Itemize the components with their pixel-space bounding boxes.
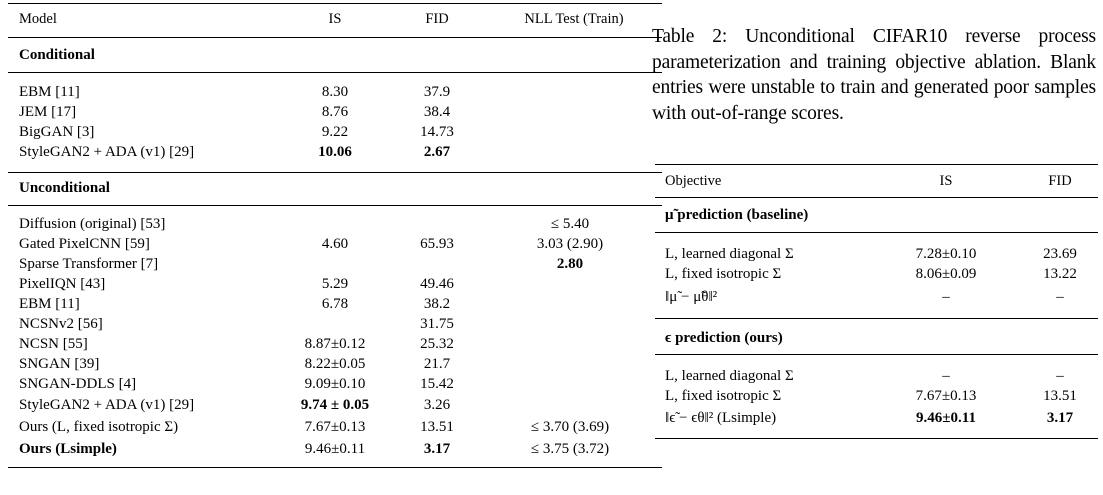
objective-name: ‖ϵ̃ − ϵθ‖² (Lsimple): [665, 410, 777, 426]
fid-value: 49.46: [420, 276, 454, 292]
column-header-model: Model: [19, 11, 57, 27]
is-value: 6.78: [321, 296, 349, 312]
is-value: 10.06: [318, 144, 352, 160]
is-value: 7.67±0.13: [304, 419, 366, 435]
table-bottom-rule: [655, 438, 1098, 439]
model-name: Ours (L, fixed isotropic Σ): [19, 419, 179, 435]
fid-value: 15.42: [420, 376, 454, 392]
is-value: 9.46±0.11: [916, 410, 976, 426]
section-rule: [655, 318, 1098, 319]
model-name: EBM [11]: [19, 84, 80, 100]
column-header-fid: FID: [425, 11, 449, 27]
column-header-nll: NLL Test (Train): [524, 11, 624, 27]
header-rule: [8, 37, 662, 38]
nll-value: ≤ 3.70 (3.69): [530, 419, 610, 435]
section-rule: [8, 72, 662, 73]
is-value: 8.06±0.09: [915, 266, 977, 282]
fid-value: 21.7: [423, 356, 451, 372]
fid-value: 13.51: [420, 419, 454, 435]
column-header-fid: FID: [1048, 173, 1072, 189]
is-value: –: [942, 368, 950, 384]
fid-value: 3.26: [423, 397, 451, 413]
objective-name: L, fixed isotropic Σ: [665, 388, 782, 404]
section-heading-conditional: Conditional: [19, 47, 95, 63]
objective-name: ‖μ̃ − μ̃θ‖²: [665, 289, 718, 305]
fid-value: 13.22: [1043, 266, 1077, 282]
model-name: SNGAN-DDLS [4]: [19, 376, 137, 392]
section-heading-eps-prediction: ϵ prediction (ours): [665, 330, 783, 346]
is-value: 9.09±0.10: [304, 376, 366, 392]
fid-value: –: [1056, 368, 1064, 384]
nll-value: ≤ 5.40: [550, 216, 590, 232]
fid-value: 14.73: [420, 124, 454, 140]
fid-value: –: [1056, 289, 1064, 305]
section-rule: [655, 232, 1098, 233]
fid-value: 38.2: [423, 296, 451, 312]
model-name: StyleGAN2 + ADA (v1) [29]: [19, 397, 195, 413]
is-value: –: [942, 289, 950, 305]
objective-name: L, learned diagonal Σ: [665, 368, 794, 384]
column-header-objective: Objective: [665, 173, 722, 189]
model-name: Sparse Transformer [7]: [19, 256, 159, 272]
model-name: Gated PixelCNN [59]: [19, 236, 150, 252]
is-value: 8.76: [321, 104, 349, 120]
nll-value: 3.03 (2.90): [536, 236, 604, 252]
model-name: PixelIQN [43]: [19, 276, 106, 292]
objective-name: L, learned diagonal Σ: [665, 246, 794, 262]
header-rule: [655, 197, 1098, 198]
is-value: 4.60: [321, 236, 349, 252]
fid-value: 3.17: [1046, 410, 1074, 426]
model-name: StyleGAN2 + ADA (v1) [29]: [19, 144, 195, 160]
is-value: 9.22: [321, 124, 349, 140]
section-heading-mu-prediction: μ̃ prediction (baseline): [665, 207, 809, 223]
nll-value: ≤ 3.75 (3.72): [530, 441, 610, 457]
section-heading-unconditional: Unconditional: [19, 180, 110, 196]
fid-value: 2.67: [423, 144, 451, 160]
model-name: BigGAN [3]: [19, 124, 95, 140]
fid-value: 31.75: [420, 316, 454, 332]
is-value: 9.46±0.11: [304, 441, 366, 457]
is-value: 8.30: [321, 84, 349, 100]
model-name: EBM [11]: [19, 296, 80, 312]
is-value: 5.29: [321, 276, 349, 292]
section-rule: [8, 172, 662, 173]
is-value: 8.22±0.05: [304, 356, 366, 372]
table-caption: Table 2: Unconditional CIFAR10 reverse process parameterization and training objective ablation. Blank entries were unstable to train and generated poor samples with out-of-range scores.: [652, 26, 1096, 124]
column-header-is: IS: [939, 173, 953, 189]
model-name: Ours (Lsimple): [19, 441, 117, 457]
fid-value: 38.4: [423, 104, 451, 120]
section-rule: [655, 354, 1098, 355]
is-value: 7.28±0.10: [915, 246, 977, 262]
is-value: 9.74 ± 0.05: [300, 397, 370, 413]
objective-name: L, fixed isotropic Σ: [665, 266, 782, 282]
model-name: Diffusion (original) [53]: [19, 216, 166, 232]
model-name: NCSNv2 [56]: [19, 316, 103, 332]
is-value: 8.87±0.12: [304, 336, 366, 352]
column-header-is: IS: [328, 11, 342, 27]
nll-value: 2.80: [556, 256, 584, 272]
model-name: SNGAN [39]: [19, 356, 100, 372]
table-bottom-rule: [8, 467, 662, 468]
table-top-rule: [655, 164, 1098, 165]
table-top-rule: [8, 3, 662, 4]
fid-value: 23.69: [1043, 246, 1077, 262]
model-name: JEM [17]: [19, 104, 77, 120]
fid-value: 3.17: [423, 441, 451, 457]
section-rule: [8, 205, 662, 206]
fid-value: 37.9: [423, 84, 451, 100]
model-name: NCSN [55]: [19, 336, 88, 352]
is-value: 7.67±0.13: [915, 388, 977, 404]
fid-value: 25.32: [420, 336, 454, 352]
fid-value: 65.93: [420, 236, 454, 252]
fid-value: 13.51: [1043, 388, 1077, 404]
